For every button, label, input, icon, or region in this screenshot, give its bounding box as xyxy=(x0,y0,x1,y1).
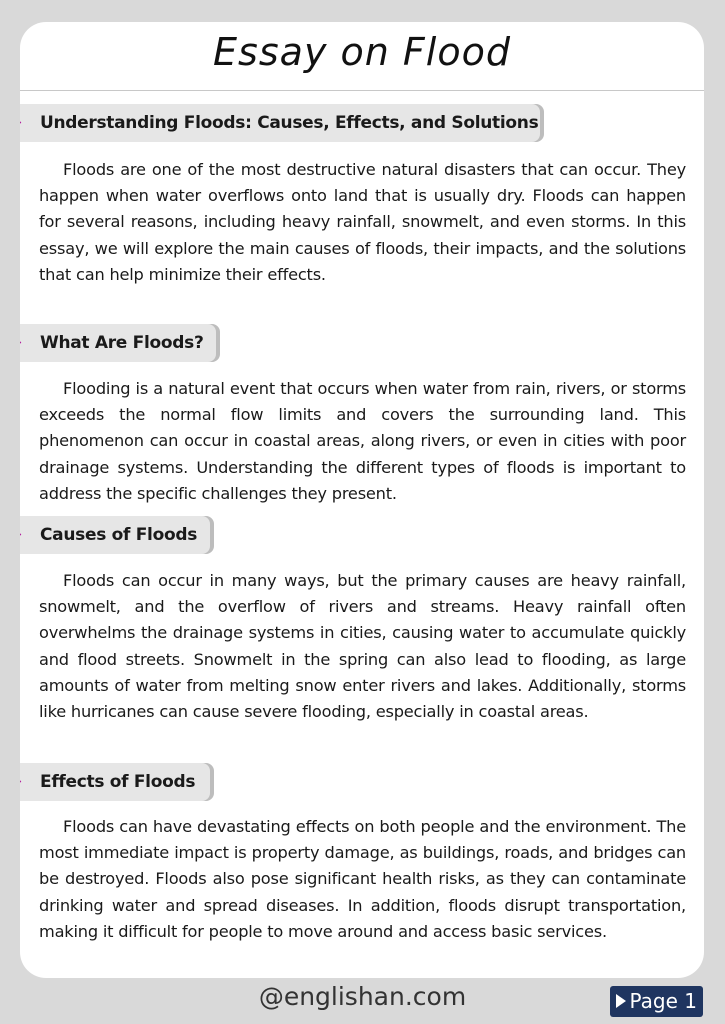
title-bar xyxy=(20,22,704,91)
bullet-diamond-icon xyxy=(20,774,21,790)
section-heading-text: Causes of Floods xyxy=(40,525,198,545)
bullet-diamond-icon xyxy=(20,335,21,351)
section-paragraph: Flooding is a natural event that occurs when water from rain, rivers, or storms exceeds the normal flow limits and covers the surrounding land. This phenomenon can occur in coastal areas, along rivers, or even in cities with poor drainage systems. Understanding the different types of floods is important to address the specific challenges they present. xyxy=(39,379,686,503)
page-number-label: Page 1 xyxy=(629,989,697,1013)
bullet-diamond-icon xyxy=(20,115,21,131)
bullet-diamond-icon xyxy=(20,527,21,543)
section-heading-text: Understanding Floods: Causes, Effects, and Solutions xyxy=(40,113,539,133)
section-heading xyxy=(20,516,210,554)
section-paragraph: Floods are one of the most destructive natural disasters that can occur. They happen when water overflows onto land that is usually dry. Floods can happen for several reasons, including heavy rainfall, snowmelt, and even storms. In this essay, we will explore the main causes of floods, their impacts, and the solutions that can help minimize their effects. xyxy=(39,160,686,284)
essay-page xyxy=(20,22,704,978)
section-heading-text: Effects of Floods xyxy=(40,772,196,792)
section-paragraph: Floods can have devastating effects on both people and the environment. The most immediate impact is property damage, as buildings, roads, and bridges can be destroyed. Floods also pose significant health risks, as they can contaminate drinking water and spread diseases. In addition, floods disrupt transportation, making it difficult for people to move around and access basic services. xyxy=(39,817,686,941)
page-title: Essay on Flood xyxy=(213,30,511,74)
section-heading xyxy=(20,324,216,362)
page-number-badge xyxy=(610,986,703,1017)
section-heading xyxy=(20,104,540,142)
section-heading-text: What Are Floods? xyxy=(40,333,204,353)
website-footer: @englishan.com xyxy=(258,982,467,1011)
arrow-right-icon xyxy=(616,994,626,1008)
section-heading xyxy=(20,763,210,801)
section-paragraph: Floods can occur in many ways, but the primary causes are heavy rainfall, snowmelt, and the overflow of rivers and streams. Heavy rainfall often overwhelms the drainage systems in cities, causing water to accumulate quickly and flood streets. Snowmelt in the spring can also lead to flooding, as large amounts of water from melting snow enter rivers and lakes. Additionally, storms like hurricanes can cause severe flooding, especially in coastal areas. xyxy=(39,571,686,722)
